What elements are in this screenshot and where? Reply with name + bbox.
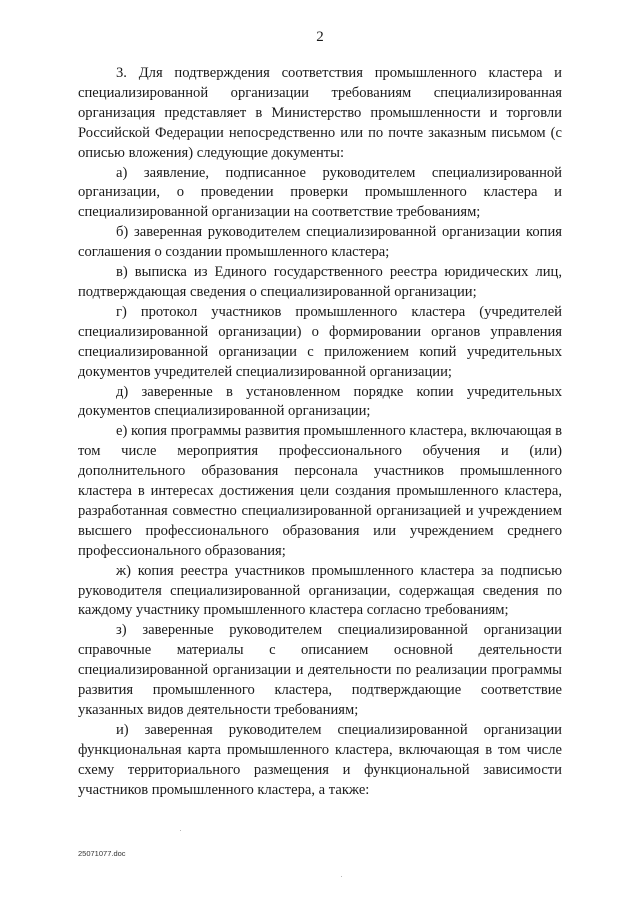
- paragraph-3: 3. Для подтверждения соответствия промышленного кластера и специализированной организации требованиям специализированная организация представляет в Министерство промышленности и торговли Российской Федерации непосредственно или по почте заказным письмом (с описью вложения) следующие документы:: [78, 65, 562, 161]
- scan-speck: [180, 830, 181, 831]
- paragraph-b: б) заверенная руководителем специализированной организации копия соглашения о создании промышленного кластера;: [78, 224, 562, 261]
- paragraph-g: г) протокол участников промышленного кластера (учредителей специализированной организации) о формировании органов управления специализированной организации с приложением копий учредительных документов учредителей специализированной организации;: [78, 303, 562, 380]
- paragraph-v: в) выписка из Единого государственного реестра юридических лиц, подтверждающая сведения о специализированной организации;: [78, 264, 562, 300]
- paragraph-zh: ж) копия реестра участников промышленного кластера за подписью руководителя специализированной организации, содержащая сведения по каждому участнику промышленного кластера согласно требованиям;: [78, 562, 562, 619]
- paragraph-i: и) заверенная руководителем специализированной организации функциональная карта промышленного кластера, включающая в том числе схему территориального размещения и функциональной зависимости участников промышленного кластера, а также:: [78, 721, 562, 798]
- paragraph-e: е) копия программы развития промышленного кластера, включающая в том числе мероприятия профессионального обучения и (или) дополнительного образования персонала участников промышленного кластера в интересах достижения цели создания промышленного кластера, разработанная совместно специализированной организацией и учреждением высшего профессионального образования или учреждением среднего профессионального образования;: [78, 423, 562, 559]
- paragraph-z: з) заверенные руководителем специализированной организации справочные материалы с описанием основной деятельности специализированной организации и деятельности по реализации программы развития промышленного кластера, подтверждающие соответствие указанных видов деятельности требованиям;: [78, 622, 562, 718]
- scan-speck: [341, 876, 342, 877]
- paragraph-d: д) заверенные в установленном порядке копии учредительных документов специализированной организации;: [78, 383, 562, 420]
- document-filename: 25071077.doc: [78, 849, 126, 858]
- document-body: [78, 64, 562, 801]
- paragraph-a: а) заявление, подписанное руководителем специализированной организации, о проведении проверки промышленного кластера и специализированной организации на соответствие требованиям;: [78, 164, 562, 221]
- page-number: 2: [316, 29, 324, 45]
